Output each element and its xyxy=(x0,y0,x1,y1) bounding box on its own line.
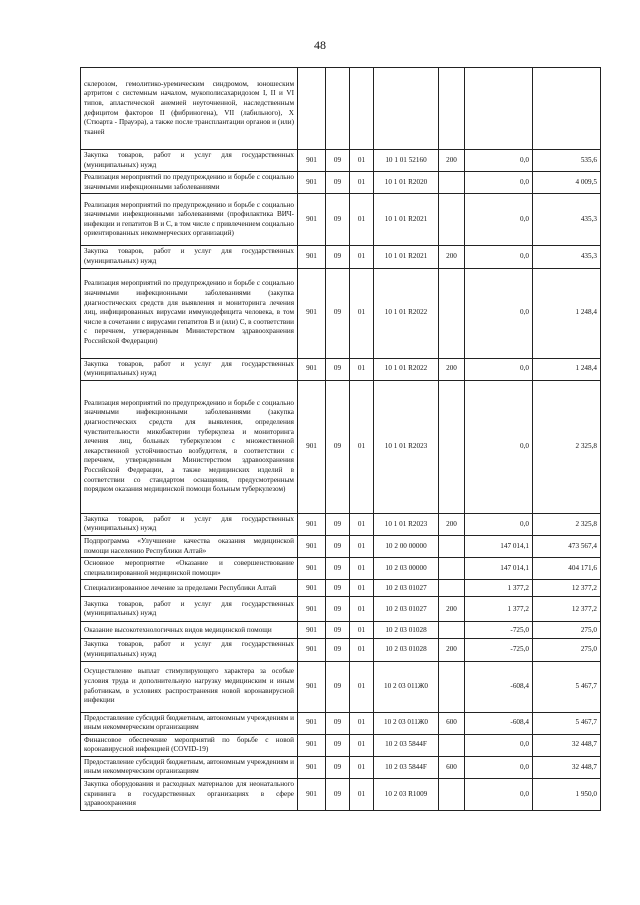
row-subsection-code: 01 xyxy=(350,734,374,756)
row-expense-type xyxy=(439,194,465,246)
table-row xyxy=(81,580,601,597)
table-row xyxy=(81,734,601,756)
table-row xyxy=(81,535,601,557)
row-amount-change: 0,0 xyxy=(465,194,533,246)
row-amount-change: 0,0 xyxy=(465,246,533,268)
row-target-article: 10 2 03 011Ж0 xyxy=(374,712,439,734)
row-grbs-code: 901 xyxy=(298,513,326,535)
row-section-code: 09 xyxy=(326,380,350,513)
row-grbs-code: 901 xyxy=(298,380,326,513)
row-grbs-code: 901 xyxy=(298,358,326,380)
row-amount-total: 1 248,4 xyxy=(533,358,601,380)
row-expense-type: 200 xyxy=(439,358,465,380)
row-amount-change: 0,0 xyxy=(465,268,533,358)
row-expense-type: 200 xyxy=(439,246,465,268)
row-section-code: 09 xyxy=(326,172,350,194)
table-row xyxy=(81,558,601,580)
row-grbs-code: 901 xyxy=(298,597,326,622)
row-section-code: 09 xyxy=(326,358,350,380)
table-row xyxy=(81,150,601,172)
row-description: Закупка товаров, работ и услуг для государственных (муниципальных) нужд xyxy=(81,150,298,172)
row-subsection-code: 01 xyxy=(350,622,374,639)
row-section-code: 09 xyxy=(326,661,350,712)
table-row xyxy=(81,246,601,268)
row-grbs-code: 901 xyxy=(298,194,326,246)
row-amount-total: 32 448,7 xyxy=(533,756,601,778)
row-amount-change: -608,4 xyxy=(465,661,533,712)
row-grbs-code: 901 xyxy=(298,535,326,557)
row-grbs-code: 901 xyxy=(298,150,326,172)
row-amount-total: 32 448,7 xyxy=(533,734,601,756)
row-subsection-code: 01 xyxy=(350,358,374,380)
row-section-code: 09 xyxy=(326,558,350,580)
row-description: Закупка товаров, работ и услуг для государственных (муниципальных) нужд xyxy=(81,358,298,380)
table-row xyxy=(81,68,601,150)
table-row xyxy=(81,194,601,246)
row-description: Закупка товаров, работ и услуг для государственных (муниципальных) нужд xyxy=(81,513,298,535)
row-section-code: 09 xyxy=(326,513,350,535)
row-amount-change: 1 377,2 xyxy=(465,580,533,597)
row-target-article: 10 1 01 R2020 xyxy=(374,172,439,194)
row-subsection-code: 01 xyxy=(350,513,374,535)
row-subsection-code: 01 xyxy=(350,779,374,811)
row-expense-type: 600 xyxy=(439,712,465,734)
row-description: Финансовое обеспечение мероприятий по борьбе с новой коронавирусной инфекцией (COVID-19) xyxy=(81,734,298,756)
row-target-article: 10 1 01 R2023 xyxy=(374,380,439,513)
row-section-code: 09 xyxy=(326,150,350,172)
row-amount-change: -608,4 xyxy=(465,712,533,734)
row-target-article: 10 2 03 01027 xyxy=(374,580,439,597)
row-expense-type xyxy=(439,734,465,756)
row-expense-type: 200 xyxy=(439,639,465,661)
row-expense-type xyxy=(439,68,465,150)
row-description: Осуществление выплат стимулирующего характера за особые условия труда и дополнительную нагрузку медицинским и иным работникам, в условиях распространения новой коронавирусной инфекции xyxy=(81,661,298,712)
row-subsection-code: 01 xyxy=(350,712,374,734)
row-expense-type xyxy=(439,558,465,580)
row-expense-type xyxy=(439,380,465,513)
row-amount-total: 435,3 xyxy=(533,194,601,246)
row-subsection-code: 01 xyxy=(350,246,374,268)
row-description: Подпрограмма «Улучшение качества оказания медицинской помощи населению Республики Алтай» xyxy=(81,535,298,557)
table-row xyxy=(81,380,601,513)
row-expense-type: 200 xyxy=(439,150,465,172)
row-amount-total: 404 171,6 xyxy=(533,558,601,580)
table-row xyxy=(81,779,601,811)
row-amount-change: -725,0 xyxy=(465,622,533,639)
table-row xyxy=(81,661,601,712)
row-description: Основное мероприятие «Оказание и совершенствование специализированной медицинской помощи» xyxy=(81,558,298,580)
row-grbs-code: 901 xyxy=(298,246,326,268)
row-section-code: 09 xyxy=(326,734,350,756)
row-subsection-code: 01 xyxy=(350,194,374,246)
row-amount-total: 5 467,7 xyxy=(533,661,601,712)
row-grbs-code: 901 xyxy=(298,580,326,597)
row-amount-total: 1 248,4 xyxy=(533,268,601,358)
row-target-article: 10 1 01 R2021 xyxy=(374,246,439,268)
row-section-code: 09 xyxy=(326,194,350,246)
row-amount-total: 275,0 xyxy=(533,622,601,639)
row-target-article: 10 1 01 52160 xyxy=(374,150,439,172)
row-target-article: 10 2 03 R1009 xyxy=(374,779,439,811)
row-description: Предоставление субсидий бюджетным, автономным учреждениям и иным некоммерческим организациям xyxy=(81,712,298,734)
row-grbs-code: 901 xyxy=(298,268,326,358)
row-description: Закупка товаров, работ и услуг для государственных (муниципальных) нужд xyxy=(81,639,298,661)
row-subsection-code: 01 xyxy=(350,150,374,172)
row-expense-type xyxy=(439,622,465,639)
row-expense-type: 200 xyxy=(439,597,465,622)
row-subsection-code: 01 xyxy=(350,172,374,194)
row-target-article: 10 2 03 01028 xyxy=(374,639,439,661)
row-target-article: 10 1 01 R2022 xyxy=(374,358,439,380)
row-amount-total: 435,3 xyxy=(533,246,601,268)
row-description: Закупка товаров, работ и услуг для государственных (муниципальных) нужд xyxy=(81,246,298,268)
row-grbs-code: 901 xyxy=(298,779,326,811)
row-amount-total: 12 377,2 xyxy=(533,597,601,622)
page-number: 48 xyxy=(314,38,326,52)
table-row xyxy=(81,268,601,358)
row-expense-type: 200 xyxy=(439,513,465,535)
row-grbs-code: 901 xyxy=(298,661,326,712)
row-target-article: 10 2 03 00000 xyxy=(374,558,439,580)
row-target-article: 10 1 01 R2022 xyxy=(374,268,439,358)
budget-table xyxy=(80,67,601,811)
row-section-code: 09 xyxy=(326,756,350,778)
row-section-code: 09 xyxy=(326,622,350,639)
row-description: Предоставление субсидий бюджетным, автономным учреждениям и иным некоммерческим организациям xyxy=(81,756,298,778)
row-subsection-code: 01 xyxy=(350,558,374,580)
row-amount-change: 0,0 xyxy=(465,380,533,513)
row-expense-type: 600 xyxy=(439,756,465,778)
table-row xyxy=(81,639,601,661)
row-section-code: 09 xyxy=(326,639,350,661)
row-amount-change: 0,0 xyxy=(465,779,533,811)
row-target-article: 10 2 03 01028 xyxy=(374,622,439,639)
row-amount-total: 1 950,0 xyxy=(533,779,601,811)
row-section-code: 09 xyxy=(326,712,350,734)
row-section-code: 09 xyxy=(326,597,350,622)
row-description: Реализация мероприятий по предупреждению и борьбе с социально значимыми инфекционными заболеваниями (профилактика ВИЧ-инфекции и гепатитов В и С, в том числе с привлечением социально ориентированных некоммерческих организаций) xyxy=(81,194,298,246)
table-row xyxy=(81,622,601,639)
row-section-code: 09 xyxy=(326,535,350,557)
table-row xyxy=(81,172,601,194)
row-expense-type xyxy=(439,268,465,358)
row-amount-total: 473 567,4 xyxy=(533,535,601,557)
row-grbs-code: 901 xyxy=(298,712,326,734)
row-subsection-code xyxy=(350,68,374,150)
row-target-article xyxy=(374,68,439,150)
row-expense-type xyxy=(439,580,465,597)
row-amount-change: 0,0 xyxy=(465,734,533,756)
row-description: Закупка оборудования и расходных материалов для неонатального скрининга в государственных организациях в сфере здравоохранения xyxy=(81,779,298,811)
table-row xyxy=(81,597,601,622)
table-row xyxy=(81,712,601,734)
row-target-article: 10 1 01 R2021 xyxy=(374,194,439,246)
row-amount-total: 5 467,7 xyxy=(533,712,601,734)
row-amount-change: 147 014,1 xyxy=(465,535,533,557)
row-description: Реализация мероприятий по предупреждению и борьбе с социально значимыми инфекционными заболеваниями (закупка диагностических средств для выявления, определения чувствительности микобактерии туберкулеза и мониторинга лечения лиц, больных туберкулезом с множественной лекарственной устойчивостью возбудителя, в соответствии с перечнем, утвержденным Министерством здравоохранения Российской Федерации, а также медицинских изделий в соответствии со стандартом оснащения, предусмотренным порядком оказания медицинской помощи больным туберкулезом) xyxy=(81,380,298,513)
row-grbs-code: 901 xyxy=(298,172,326,194)
row-subsection-code: 01 xyxy=(350,597,374,622)
row-amount-change: 147 014,1 xyxy=(465,558,533,580)
row-expense-type xyxy=(439,535,465,557)
row-amount-total: 2 325,8 xyxy=(533,380,601,513)
row-amount-total: 2 325,8 xyxy=(533,513,601,535)
row-target-article: 10 2 00 00000 xyxy=(374,535,439,557)
row-subsection-code: 01 xyxy=(350,639,374,661)
row-amount-change: 0,0 xyxy=(465,358,533,380)
table-row xyxy=(81,756,601,778)
row-amount-total xyxy=(533,68,601,150)
row-description: склерозом, гемолитико-уремическим синдромом, юношеским артритом с системным началом, мукополисахаридозом I, II и VI типов, апластической анемией неуточненной, наследственным дефицитом факторов II (фибриногена), VII (лабильного), X (Стюарта - Прауэра), а также после трансплантации органов и (или) тканей xyxy=(81,68,298,150)
table-row xyxy=(81,358,601,380)
row-subsection-code: 01 xyxy=(350,268,374,358)
row-amount-change: 1 377,2 xyxy=(465,597,533,622)
row-target-article: 10 2 03 5844F xyxy=(374,756,439,778)
row-description: Закупка товаров, работ и услуг для государственных (муниципальных) нужд xyxy=(81,597,298,622)
row-subsection-code: 01 xyxy=(350,580,374,597)
row-section-code: 09 xyxy=(326,268,350,358)
row-amount-change xyxy=(465,68,533,150)
row-amount-change: -725,0 xyxy=(465,639,533,661)
row-amount-total: 275,0 xyxy=(533,639,601,661)
row-amount-total: 12 377,2 xyxy=(533,580,601,597)
row-amount-change: 0,0 xyxy=(465,172,533,194)
row-amount-change: 0,0 xyxy=(465,150,533,172)
row-expense-type xyxy=(439,779,465,811)
row-grbs-code xyxy=(298,68,326,150)
row-target-article: 10 2 03 011Ж0 xyxy=(374,661,439,712)
row-expense-type xyxy=(439,661,465,712)
row-grbs-code: 901 xyxy=(298,639,326,661)
row-grbs-code: 901 xyxy=(298,622,326,639)
row-section-code: 09 xyxy=(326,246,350,268)
row-section-code: 09 xyxy=(326,779,350,811)
table-row xyxy=(81,513,601,535)
row-description: Реализация мероприятий по предупреждению и борьбе с социально значимыми инфекционными заболеваниями xyxy=(81,172,298,194)
row-description: Специализированное лечение за пределами Республики Алтай xyxy=(81,580,298,597)
row-grbs-code: 901 xyxy=(298,756,326,778)
row-target-article: 10 2 03 5844F xyxy=(374,734,439,756)
row-subsection-code: 01 xyxy=(350,380,374,513)
row-section-code: 09 xyxy=(326,580,350,597)
row-subsection-code: 01 xyxy=(350,535,374,557)
row-expense-type xyxy=(439,172,465,194)
row-description: Оказание высокотехнологичных видов медицинской помощи xyxy=(81,622,298,639)
row-amount-total: 535,6 xyxy=(533,150,601,172)
row-grbs-code: 901 xyxy=(298,558,326,580)
row-target-article: 10 1 01 R2023 xyxy=(374,513,439,535)
row-section-code xyxy=(326,68,350,150)
row-target-article: 10 2 03 01027 xyxy=(374,597,439,622)
row-amount-change: 0,0 xyxy=(465,756,533,778)
row-amount-change: 0,0 xyxy=(465,513,533,535)
row-subsection-code: 01 xyxy=(350,661,374,712)
row-description: Реализация мероприятий по предупреждению и борьбе с социально значимыми инфекционными заболеваниями (закупка диагностических средств для выявления и мониторинга лечения лиц, инфицированных вирусами иммунодефицита человека, в том числе в сочетании с вирусами гепатитов В и (или) С, в соответствии с перечнем, утвержденным Министерством здравоохранения Российской Федерации) xyxy=(81,268,298,358)
row-subsection-code: 01 xyxy=(350,756,374,778)
row-amount-total: 4 009,5 xyxy=(533,172,601,194)
row-grbs-code: 901 xyxy=(298,734,326,756)
